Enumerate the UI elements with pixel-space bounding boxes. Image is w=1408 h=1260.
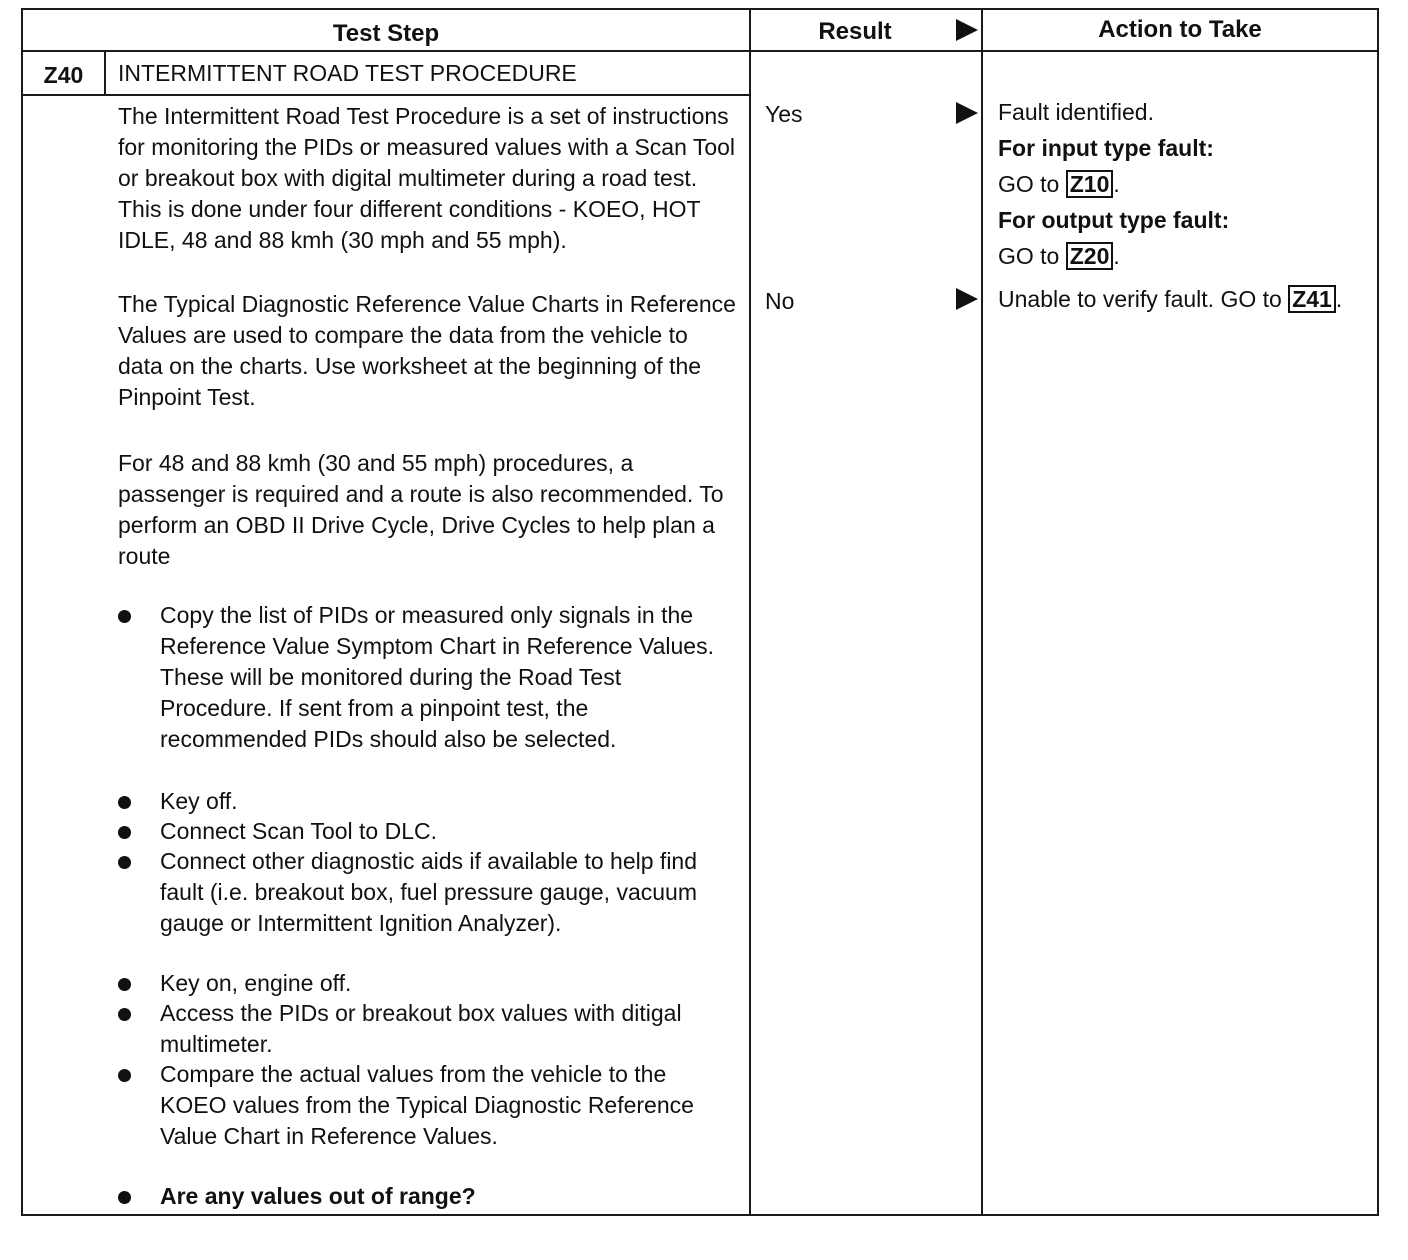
bullet-text: Key on, engine off. xyxy=(160,970,352,996)
bullet-text: Key off. xyxy=(160,788,238,814)
goto-text: GO to xyxy=(998,243,1060,269)
question-text: Are any values out of range? xyxy=(160,1183,476,1209)
bullet-icon xyxy=(118,856,131,869)
bullet-icon xyxy=(118,826,131,839)
period: . xyxy=(1113,171,1120,197)
step-paragraph-2: The Typical Diagnostic Reference Value Charts in Reference Values are used to compare the data from the vehicle to data on the charts. Use worksheet at the beginning of the Pinpoint Test. xyxy=(118,291,736,410)
action-yes xyxy=(998,97,1370,272)
step-paragraph-3: For 48 and 88 kmh (30 and 55 mph) procedures, a passenger is required and a route is also recommended. To perform an OBD II Drive Cycle, Drive Cycles to help plan a route xyxy=(118,450,724,569)
step-paragraph-1: The Intermittent Road Test Procedure is a set of instructions for monitoring the PIDs or measured values with a Scan Tool or breakout box with digital multimeter during a road test. This is done under four different conditions - KOEO, HOT IDLE, 48 and 88 kmh (30 mph and 55 mph). xyxy=(118,103,736,253)
action-fault-identified: Fault identified. xyxy=(998,99,1154,125)
input-goto-line xyxy=(998,169,1370,200)
period: . xyxy=(1335,286,1343,312)
period: . xyxy=(1113,243,1120,269)
header-result: Result xyxy=(818,18,892,45)
bullet-icon xyxy=(118,610,131,623)
unable-verify-text: Unable to verify fault. GO to xyxy=(998,286,1282,312)
arrow-no-icon xyxy=(956,288,978,310)
bullet-icon xyxy=(118,1008,131,1021)
result-yes: Yes xyxy=(765,101,803,127)
ref-link-z20[interactable]: Z20 xyxy=(1066,242,1114,270)
result-no: No xyxy=(765,288,795,314)
bullet-text: Connect Scan Tool to DLC. xyxy=(160,818,438,844)
input-fault-heading: For input type fault: xyxy=(998,135,1214,161)
bullet-text: Copy the list of PIDs or measured only signals in the Reference Value Symptom Chart in Reference Values. These will be monitored during the Road Test Procedure. If sent from a pinpoint test, the recommended PIDs should also be selected. xyxy=(160,602,714,752)
ref-link-z41[interactable]: Z41 xyxy=(1288,285,1336,313)
header-arrow-icon xyxy=(956,19,978,41)
bullet-text: Access the PIDs or breakout box values with ditigal multimeter. xyxy=(160,1000,682,1057)
bullet-text: Compare the actual values from the vehicle to the KOEO values from the Typical Diagnostic Reference Value Chart in Reference Values. xyxy=(160,1061,694,1149)
output-goto-line xyxy=(998,241,1370,272)
bullet-icon xyxy=(118,1069,131,1082)
header-action: Action to Take xyxy=(1098,16,1262,43)
output-fault-heading: For output type fault: xyxy=(998,207,1230,233)
header-test-step: Test Step xyxy=(332,20,440,47)
step-code: Z40 xyxy=(43,62,84,88)
bullet-icon xyxy=(118,796,131,809)
bullet-text: Connect other diagnostic aids if available to help find fault (i.e. breakout box, fuel pressure gauge, vacuum gauge or Intermittent Ignition Analyzer). xyxy=(160,848,698,936)
step-title: INTERMITTENT ROAD TEST PROCEDURE xyxy=(118,60,577,86)
bullet-icon xyxy=(118,978,131,991)
goto-text: GO to xyxy=(998,171,1060,197)
action-no xyxy=(998,284,1370,315)
ref-link-z10[interactable]: Z10 xyxy=(1066,170,1114,198)
bullet-icon xyxy=(118,1191,131,1204)
arrow-yes-icon xyxy=(956,102,978,124)
